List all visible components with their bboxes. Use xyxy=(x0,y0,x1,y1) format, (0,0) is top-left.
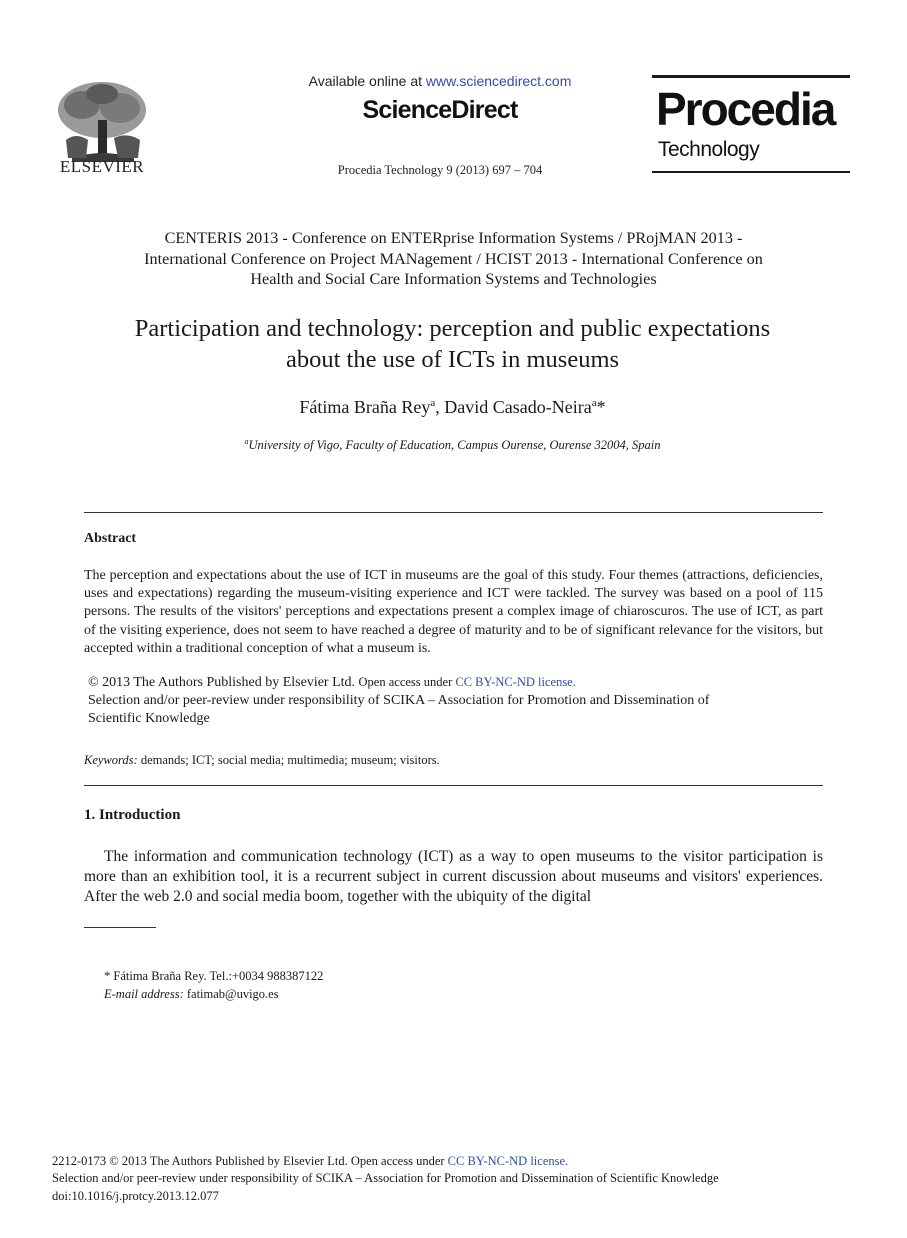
abstract-top-rule xyxy=(84,512,823,513)
author-name: David Casado-Neira xyxy=(444,397,592,417)
author-separator: , xyxy=(435,397,445,417)
title-line: Participation and technology: perception and public expectations xyxy=(134,315,771,342)
procedia-subtitle: Technology xyxy=(658,138,760,161)
affil-mark: a xyxy=(244,437,249,446)
footnote-rule xyxy=(84,927,156,928)
keywords-label: Keywords: xyxy=(84,753,138,767)
abstract-text: The perception and expectations about the use of ICT in museums are the goal of this study. Four themes (attractions, deficiencies, uses and expectations) regarding the museum-visiting experience and ICT were tackled. The survey was based on a pool of 115 persons. The results of the visitors' perceptions and expectations present a complex image of chiaroscuros. The use of ICT, as part of the visiting experience, does not seem to have reached a degree of maturity and to be of significant relevance for the visitors, but accepted within a traditional conception of what a museum is. xyxy=(84,568,823,656)
footnote-contact: * Fátima Braña Rey. Tel.:+0034 988387122 xyxy=(104,969,324,983)
keywords-text: demands; ICT; social media; multimedia; museum; visitors. xyxy=(137,753,440,767)
footer-review-line: Selection and/or peer-review under responsibility of SCIKA – Association for Promotion and Dissemination of Scientific Knowledge xyxy=(52,1171,719,1186)
keywords xyxy=(84,753,823,768)
footer-license-link[interactable]: CC BY-NC-ND license. xyxy=(447,1154,569,1168)
open-access-text: Open access under xyxy=(358,675,456,689)
author-affil-mark: a xyxy=(591,397,597,409)
author-name: Fátima Braña Rey xyxy=(299,397,431,417)
title-line: about the use of ICTs in museums xyxy=(285,346,620,373)
conference-name xyxy=(90,228,817,290)
review-line: Scientific Knowledge xyxy=(88,711,210,727)
available-online xyxy=(200,73,680,89)
procedia-bottom-rule xyxy=(652,171,850,173)
sciencedirect-link[interactable]: www.sciencedirect.com xyxy=(425,73,572,89)
author-affil-mark: a xyxy=(430,397,436,409)
procedia-top-rule xyxy=(652,75,850,78)
abstract-bottom-rule xyxy=(84,785,823,786)
author-list xyxy=(100,397,805,418)
corresponding-mark: * xyxy=(596,397,606,417)
sciencedirect-logo: ScienceDirect xyxy=(362,96,518,124)
conference-line: CENTERIS 2013 - Conference on ENTERprise Information Systems / PRojMAN 2013 - xyxy=(164,229,743,247)
affiliation xyxy=(100,437,805,453)
journal-citation: Procedia Technology 9 (2013) 697 – 704 xyxy=(337,163,543,177)
conference-line: Health and Social Care Information Systems and Technologies xyxy=(250,270,657,288)
doi[interactable]: doi:10.1016/j.protcy.2013.12.077 xyxy=(52,1188,219,1203)
copyright-text: © 2013 The Authors Published by Elsevier Ltd. xyxy=(88,675,359,690)
copyright-notice xyxy=(88,673,823,729)
license-link[interactable]: CC BY-NC-ND license. xyxy=(455,675,576,689)
conference-line: International Conference on Project MANagement / HCIST 2013 - International Conference on xyxy=(144,249,763,268)
section-heading: 1. Introduction xyxy=(84,807,181,823)
issn-line: 2212-0173 © 2013 The Authors Published by Elsevier Ltd. Open access under xyxy=(52,1154,448,1168)
review-line: Selection and/or peer-review under responsibility of SCIKA – Association for Promotion and Dissemination of xyxy=(88,693,710,709)
abstract-heading: Abstract xyxy=(84,531,137,546)
email-label: E-mail address: xyxy=(104,987,184,1001)
available-prefix: Available online at xyxy=(308,73,426,89)
affiliation-text: University of Vigo, Faculty of Education, Campus Ourense, Ourense 32004, Spain xyxy=(248,438,661,453)
procedia-logo: Procedia xyxy=(656,83,835,135)
publisher-name: ELSEVIER xyxy=(59,157,145,176)
publication-footer xyxy=(52,1153,872,1205)
footnote-email xyxy=(104,987,279,1002)
intro-paragraph: The information and communication technology (ICT) as a way to open museums to the visitor participation is more than an exhibition tool, it is a recurrent subject in current discussion about museums and visitors' experiences. After the web 2.0 and social media boom, together with the ubiquity of the digital xyxy=(84,848,823,906)
paper-title xyxy=(60,313,845,375)
email-address[interactable]: fatimab@uvigo.es xyxy=(183,987,279,1001)
